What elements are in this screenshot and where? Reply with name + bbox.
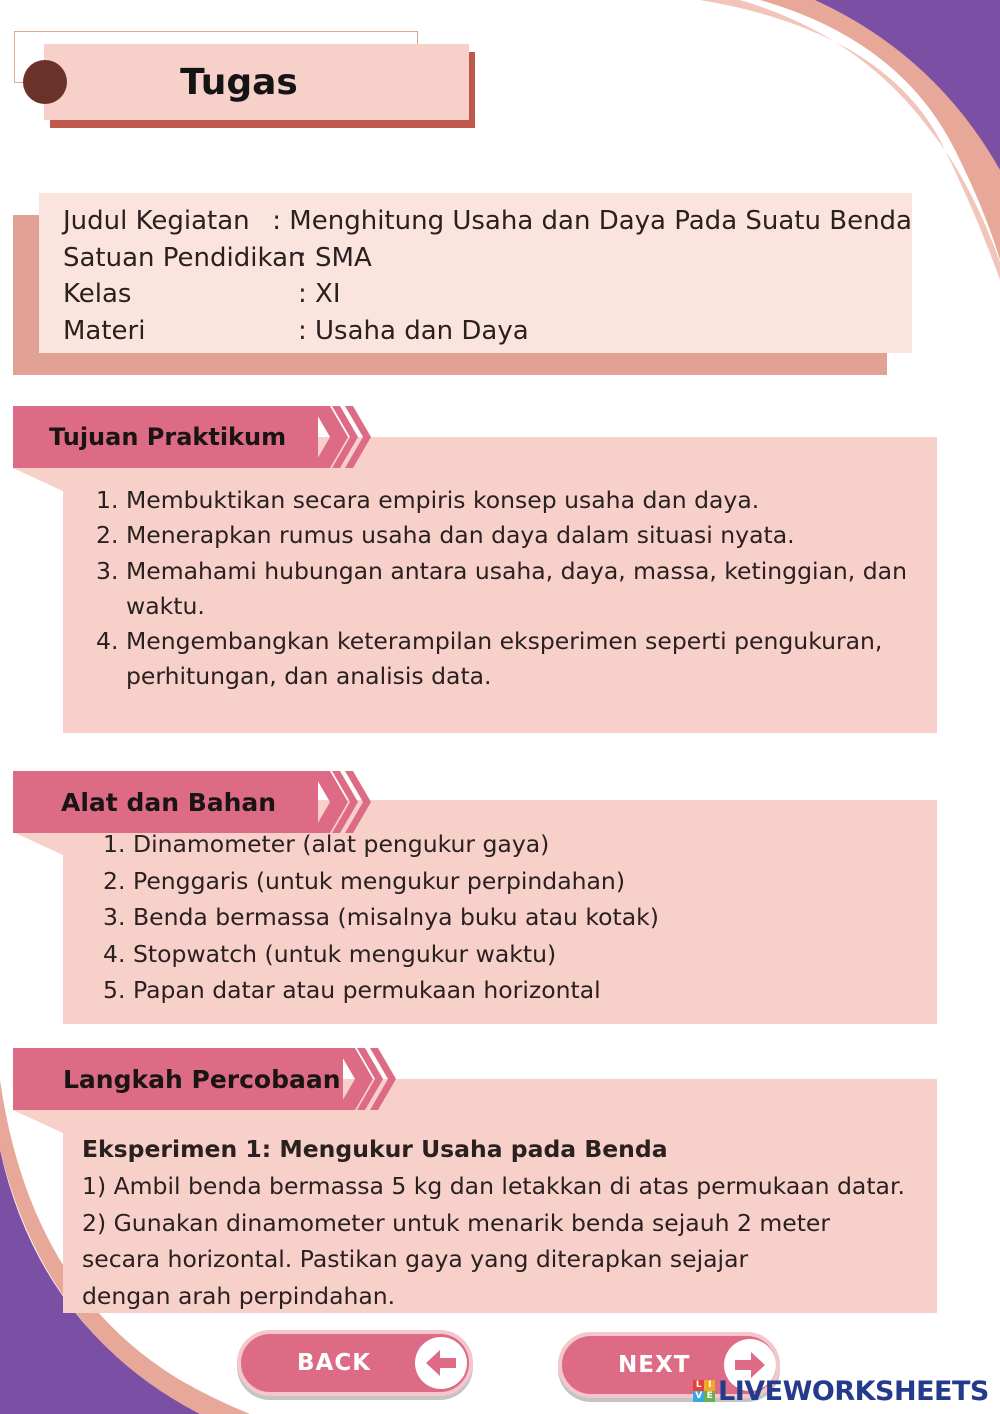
experiment-steps (82, 1131, 912, 1315)
watermark-text: LIVEWORKSHEETS (718, 1375, 989, 1407)
back-button[interactable] (237, 1330, 473, 1396)
tujuan-heading-ribbon (13, 406, 318, 468)
info-value: : Usaha dan Daya (298, 315, 529, 346)
step-item: 2) Gunakan dinamometer untuk menarik benda sejauh 2 meter secara horizontal. Pastikan gaya yang diterapkan sejajar dengan arah perpindahan. (82, 1208, 831, 1311)
info-row (63, 240, 912, 277)
list-item: 1. Membuktikan secara empiris konsep usaha dan daya. (96, 486, 760, 514)
chevron-arrows-icon (312, 406, 372, 468)
info-row (63, 313, 912, 350)
list-item: 3. Memahami hubungan antara usaha, daya, massa, ketinggian, dan waktu. (96, 556, 907, 620)
info-row (63, 203, 912, 240)
liveworksheets-logo-icon: L I V E (693, 1380, 715, 1402)
langkah-heading: Langkah Percobaan (63, 1064, 341, 1094)
next-button-label: NEXT (618, 1352, 691, 1378)
info-value: : SMA (298, 242, 372, 273)
list-item: 4. Stopwatch (untuk mengukur waktu) (103, 939, 557, 968)
chevron-arrows-icon (312, 771, 372, 833)
list-item: 3. Benda bermassa (misalnya buku atau kotak) (103, 903, 659, 931)
liveworksheets-watermark (693, 1374, 989, 1408)
info-label: Judul Kegiatan (63, 206, 250, 236)
arrow-left-icon (415, 1337, 467, 1389)
alat-heading-ribbon (13, 771, 318, 833)
info-row (63, 276, 912, 313)
list-item: 4. Mengembangkan keterampilan eksperimen seperti pengukuran, perhitungan, dan analisis data. (96, 627, 883, 691)
activity-info-box (39, 193, 912, 353)
chevron-arrows-icon (337, 1048, 397, 1110)
step-item: 1) Ambil benda bermassa 5 kg dan letakkan di atas permukaan datar. (82, 1171, 905, 1200)
page-title: Tugas (180, 61, 298, 103)
info-value: : XI (298, 279, 341, 309)
tujuan-heading: Tujuan Praktikum (49, 423, 287, 451)
experiment-title: Eksperimen 1: Mengukur Usaha pada Benda (82, 1135, 668, 1163)
list-item: 5. Papan datar atau permukaan horizontal (103, 976, 601, 1004)
alat-heading: Alat dan Bahan (61, 787, 277, 817)
back-button-label: BACK (297, 1350, 372, 1376)
tujuan-list (96, 483, 916, 695)
info-label: Satuan Pendidikan (63, 242, 305, 273)
info-value: : Menghitung Usaha dan Daya Pada Suatu Benda (272, 206, 912, 236)
info-label: Kelas (63, 279, 132, 309)
ribbon-fold (13, 1110, 65, 1134)
ribbon-fold (13, 832, 65, 856)
list-item: 2. Menerapkan rumus usaha dan daya dalam situasi nyata. (96, 521, 795, 550)
ribbon-fold (13, 468, 65, 492)
list-item: 2. Penggaris (untuk mengukur perpindahan) (103, 866, 625, 895)
info-label: Materi (63, 315, 146, 346)
alat-list (103, 826, 913, 1009)
list-item: 1. Dinamometer (alat pengukur gaya) (103, 830, 550, 858)
langkah-heading-ribbon (13, 1048, 343, 1110)
